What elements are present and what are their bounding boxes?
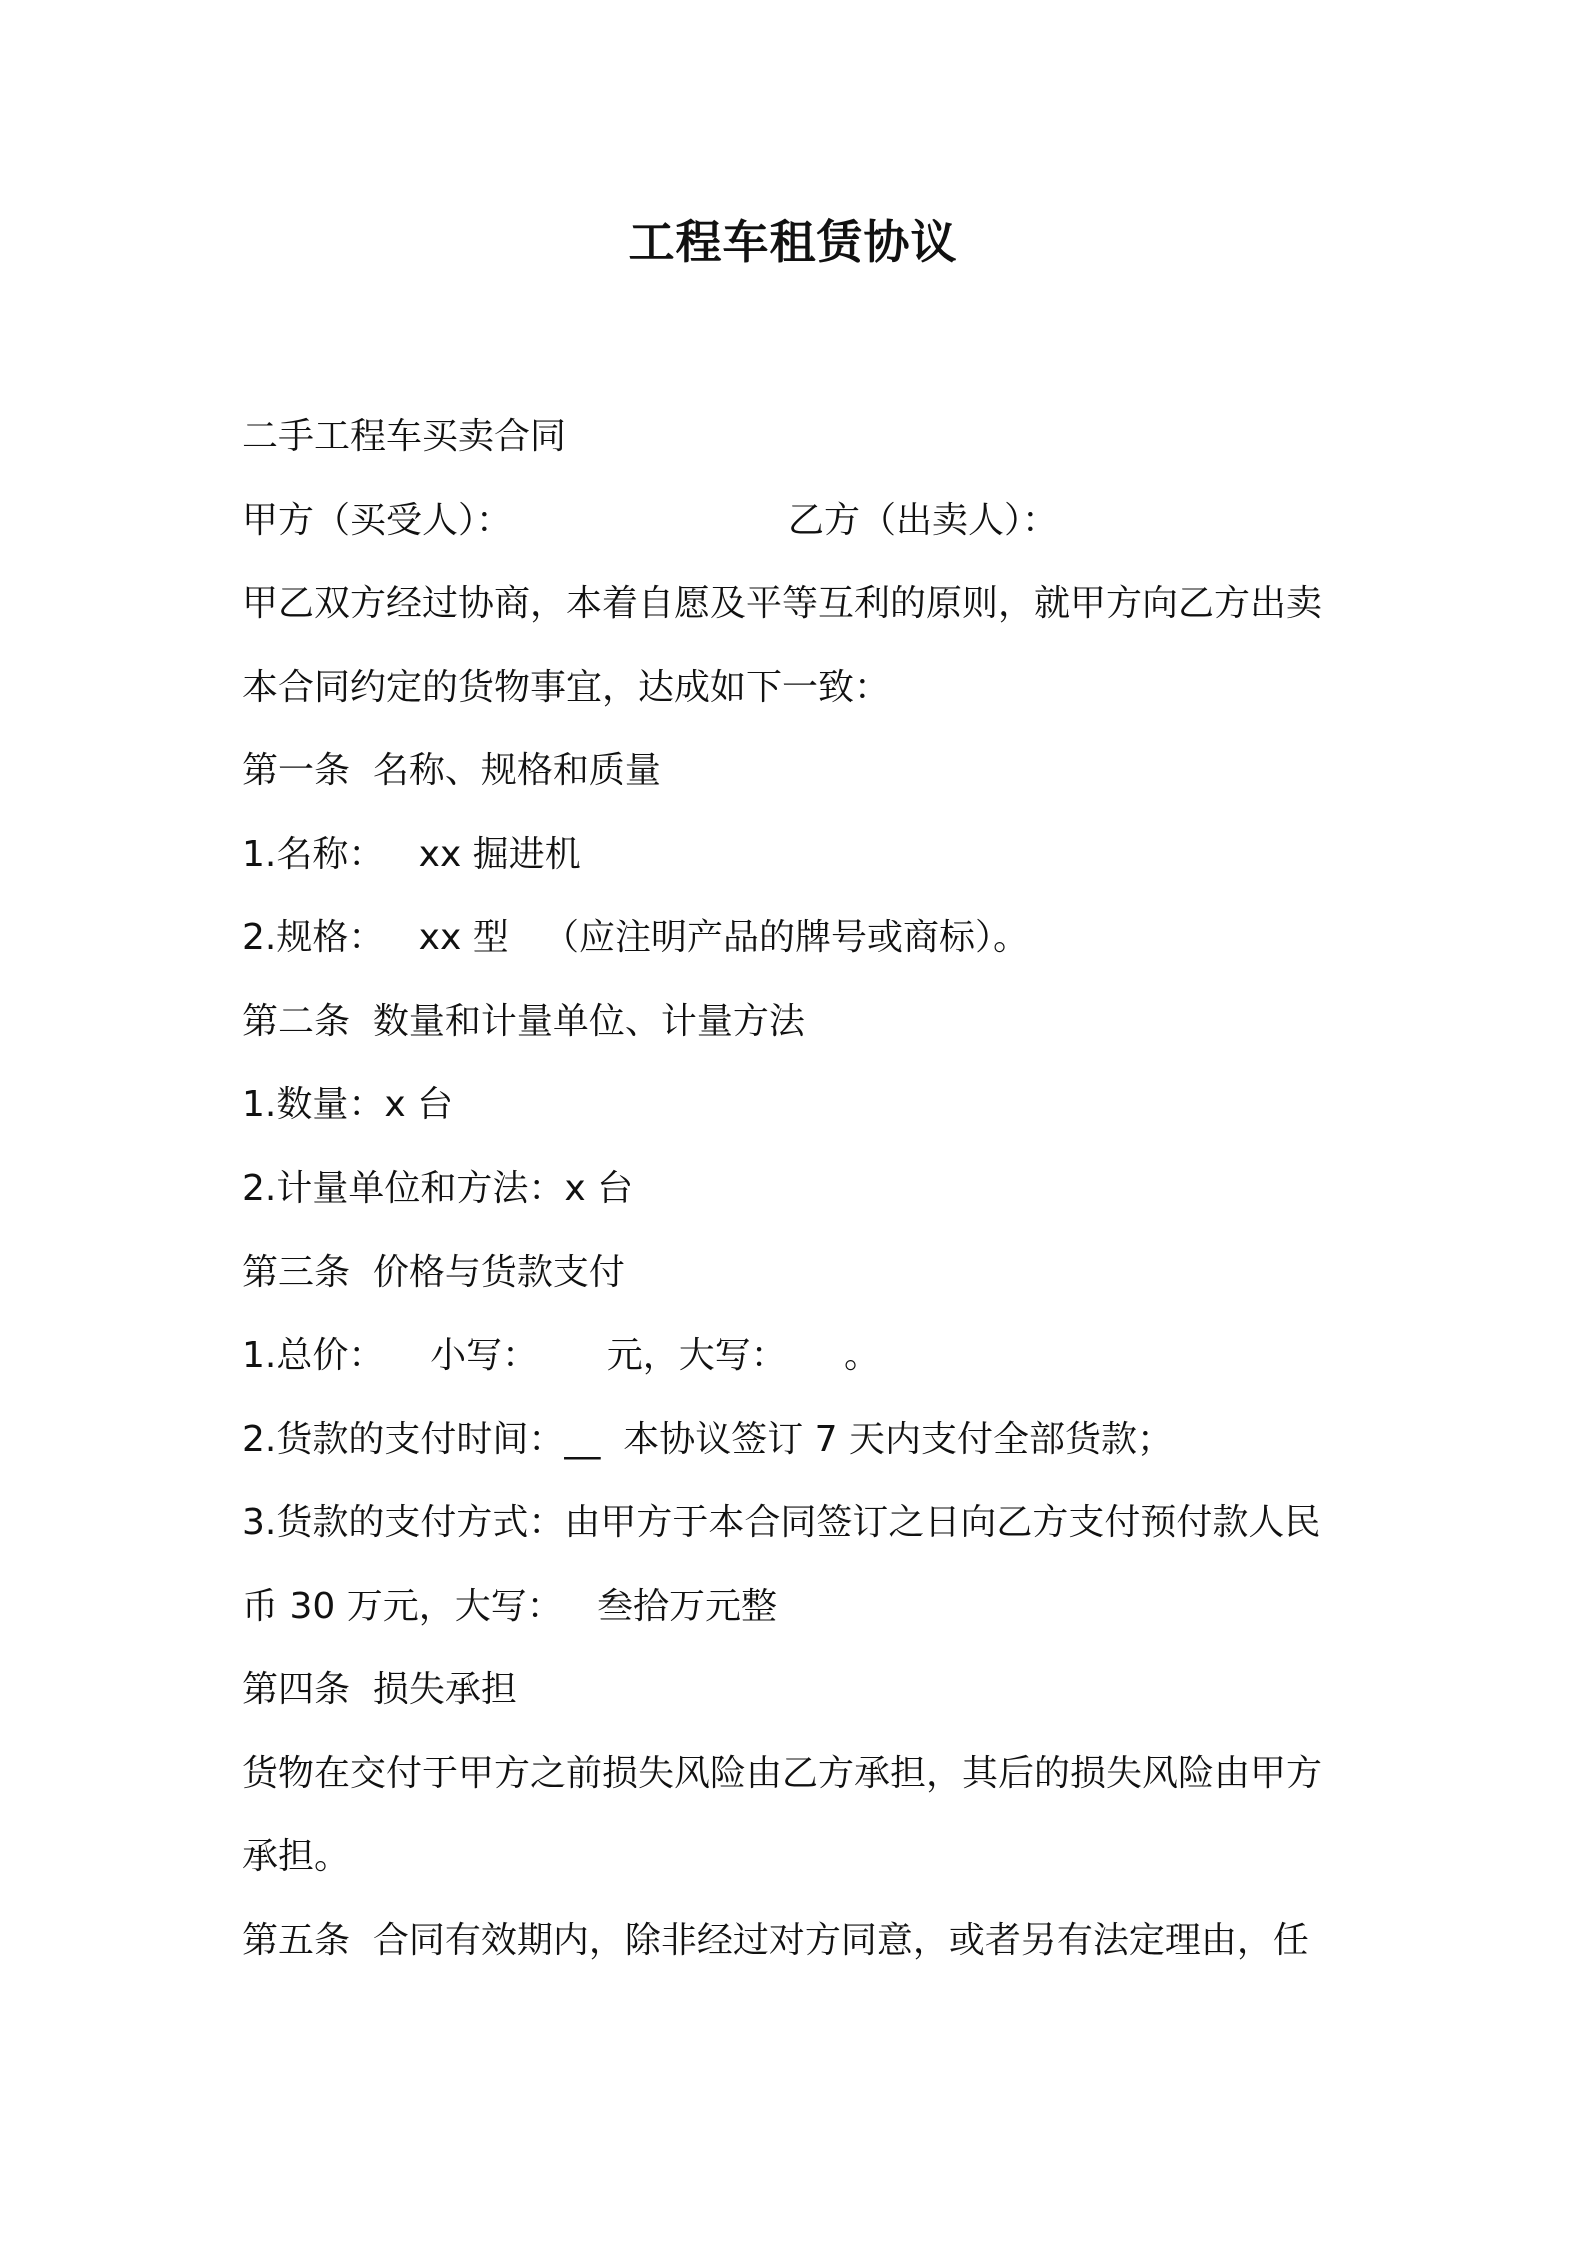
article-1-item-2: 2.规格： xx 型 （应注明产品的牌号或商标）。: [242, 917, 1030, 958]
article-2-item-2: 2.计量单位和方法：x 台: [242, 1168, 634, 1209]
article-4-body-line-2: 承担。: [242, 1836, 351, 1877]
party-a-label: 甲方（买受人）：: [242, 500, 513, 541]
contract-subtitle: 二手工程车买卖合同: [242, 416, 567, 457]
document-title: 工程车租赁协议: [628, 215, 958, 269]
article-3-item-3-line-1: 3.货款的支付方式：由甲方于本合同签订之日向乙方支付预付款人民: [242, 1502, 1321, 1543]
article-1-item-1: 1.名称： xx 掘进机: [242, 834, 581, 875]
article-5-heading: 第五条 合同有效期内，除非经过对方同意，或者另有法定理由，任: [242, 1920, 1309, 1961]
article-4-heading: 第四条 损失承担: [242, 1669, 517, 1710]
article-1-heading: 第一条 名称、规格和质量: [242, 750, 661, 791]
paragraph-intro-line-1: 甲乙双方经过协商，本着自愿及平等互利的原则，就甲方向乙方出卖: [242, 583, 1323, 624]
article-4-body-line-1: 货物在交付于甲方之前损失风险由乙方承担，其后的损失风险由甲方: [242, 1753, 1323, 1794]
paragraph-intro-line-2: 本合同约定的货物事宜，达成如下一致：: [242, 667, 891, 708]
article-2-item-1: 1.数量：x 台: [242, 1084, 454, 1125]
article-3-item-3-line-2: 币 30 万元，大写： 叁拾万元整: [242, 1586, 778, 1627]
article-3-item-1: 1.总价： 小写： 元，大写： 。: [242, 1335, 880, 1376]
article-3-heading: 第三条 价格与货款支付: [242, 1252, 625, 1293]
article-2-heading: 第二条 数量和计量单位、计量方法: [242, 1001, 805, 1042]
article-3-item-2: 2.货款的支付时间：__ 本协议签订 7 天内支付全部货款；: [242, 1419, 1174, 1460]
party-b-label: 乙方（出卖人）：: [788, 500, 1059, 541]
